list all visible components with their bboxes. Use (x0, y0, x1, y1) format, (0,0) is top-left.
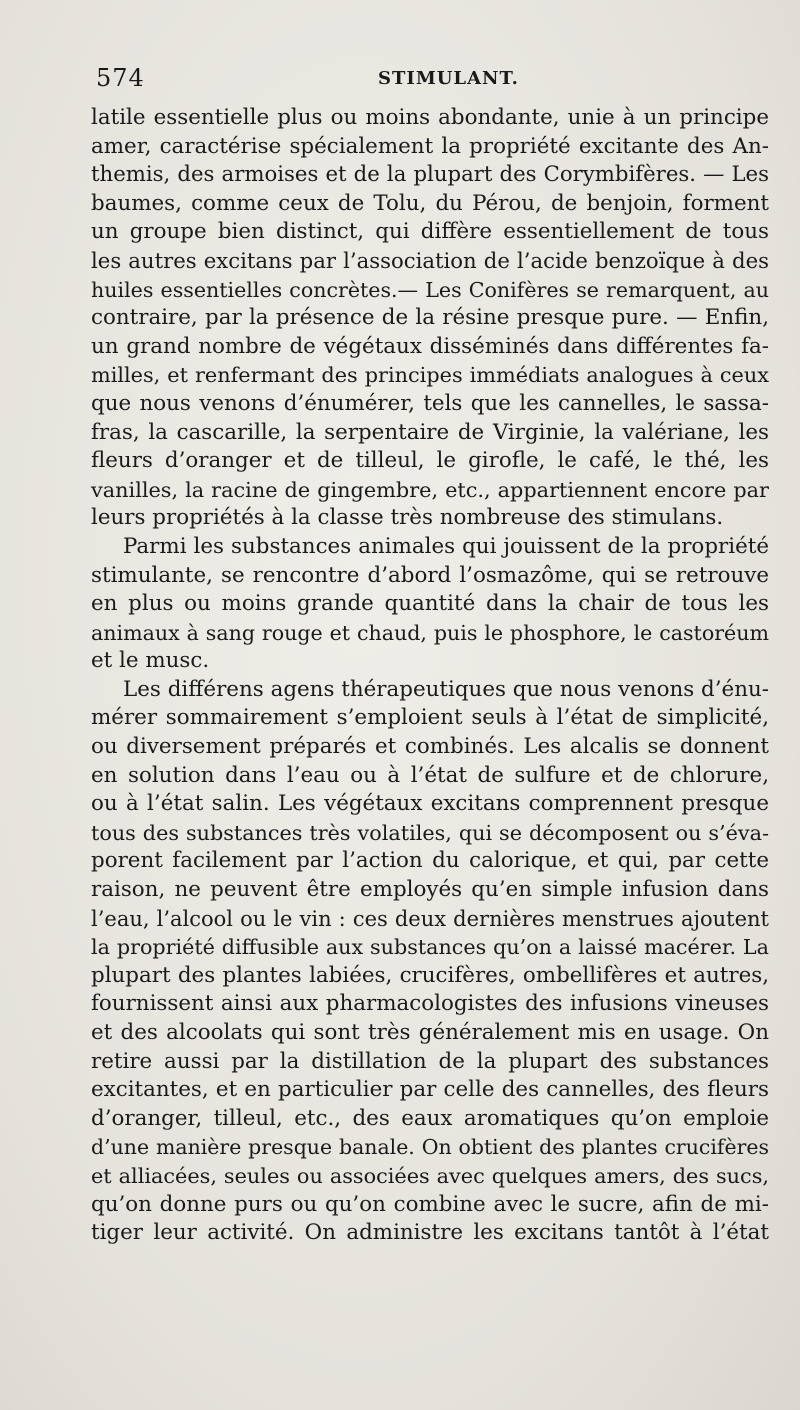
text-line: contraire, par la présence de la résine presque pure. — Enfin, (91, 305, 769, 331)
text-line: leurs propriétés à la classe très nombreuse des stimulans. (91, 505, 724, 531)
text-line: mérer sommairement s’emploient seuls à l’état de simplicité, (91, 705, 769, 731)
text-line: fras, la cascarille, la serpentaire de Virginie, la valériane, les (91, 419, 769, 445)
page-number: 574 (96, 64, 145, 92)
text-line: baumes, comme ceux de Tolu, du Pérou, de benjoin, forment (91, 190, 769, 216)
text-line: retire aussi par la distillation de la plupart des substances (91, 1048, 769, 1074)
text-line: excitantes, et en particulier par celle des cannelles, des fleurs (91, 1077, 769, 1103)
text-line: et alliacées, seules ou associées avec quelques amers, des sucs, (91, 1163, 769, 1188)
page-header (96, 64, 770, 94)
text-line: milles, et renfermant des principes immédiats analogues à ceux (91, 363, 769, 388)
text-line: que nous venons d’énumérer, tels que les cannelles, le sassa- (91, 390, 769, 416)
text-line: themis, des armoises et de la plupart des Corymbifères. — Les (91, 162, 769, 188)
text-line: d’une manière presque banale. On obtient des plantes crucifères (91, 1135, 769, 1160)
text-line: vanilles, la racine de gingembre, etc., appartiennent encore par (91, 477, 769, 502)
text-line: et le musc. (91, 648, 210, 674)
text-line: fournissent ainsi aux pharmacologistes des infusions vineuses (91, 991, 769, 1017)
text-line: stimulante, se rencontre d’abord l’osmazôme, qui se retrouve (91, 562, 769, 588)
text-line: qu’on donne purs ou qu’on combine avec le sucre, afin de mi- (91, 1191, 769, 1217)
text-line: Les différens agens thérapeutiques que nous venons d’énu- (123, 676, 769, 702)
text-line: raison, ne peuvent être employés qu’en simple infusion dans (91, 877, 769, 903)
text-line: huiles essentielles concrètes.— Les Conifères se remarquent, au (91, 277, 769, 302)
text-line: latile essentielle plus ou moins abondante, unie à un principe (91, 105, 769, 130)
text-line: la propriété diffusible aux substances qu’on a laissé macérer. La (91, 935, 769, 960)
text-line: fleurs d’oranger et de tilleul, le girofle, le café, le thé, les (91, 448, 769, 474)
text-line: un groupe bien distinct, qui diffère essentiellement de tous (91, 219, 769, 245)
text-line: Parmi les substances animales qui jouissent de la propriété (123, 533, 769, 559)
text-line: les autres excitans par l’association de l’acide benzoïque à des (91, 247, 769, 273)
text-line: ou diversement préparés et combinés. Les alcalis se donnent (91, 734, 769, 760)
text-line: plupart des plantes labiées, crucifères, ombellifères et autres, (91, 962, 769, 988)
text-line: tiger leur activité. On administre les excitans tantôt à l’état (91, 1220, 769, 1246)
text-line: d’oranger, tilleul, etc., des eaux aromatiques qu’on emploie (91, 1105, 769, 1131)
text-line: en plus ou moins grande quantité dans la chair de tous les (91, 591, 769, 617)
text-line: tous des substances très volatiles, qui se décomposent ou s’éva- (91, 820, 769, 845)
text-line: l’eau, l’alcool ou le vin : ces deux dernières menstrues ajoutent (91, 905, 769, 931)
text-line: ou à l’état salin. Les végétaux excitans comprennent presque (91, 791, 769, 817)
body-text (91, 104, 769, 1248)
text-line: et des alcoolats qui sont très généralement mis en usage. On (91, 1020, 769, 1045)
text-line: un grand nombre de végétaux disséminés dans différentes fa- (91, 333, 769, 359)
text-line: porent facilement par l’action du calorique, et qui, par cette (91, 848, 769, 874)
text-line: animaux à sang rouge et chaud, puis le phosphore, le castoréum (91, 620, 769, 645)
running-title: STIMULANT. (378, 68, 519, 89)
text-line: en solution dans l’eau ou à l’état de sulfure et de chlorure, (91, 762, 769, 788)
text-line: amer, caractérise spécialement la propriété excitante des An- (91, 133, 769, 159)
